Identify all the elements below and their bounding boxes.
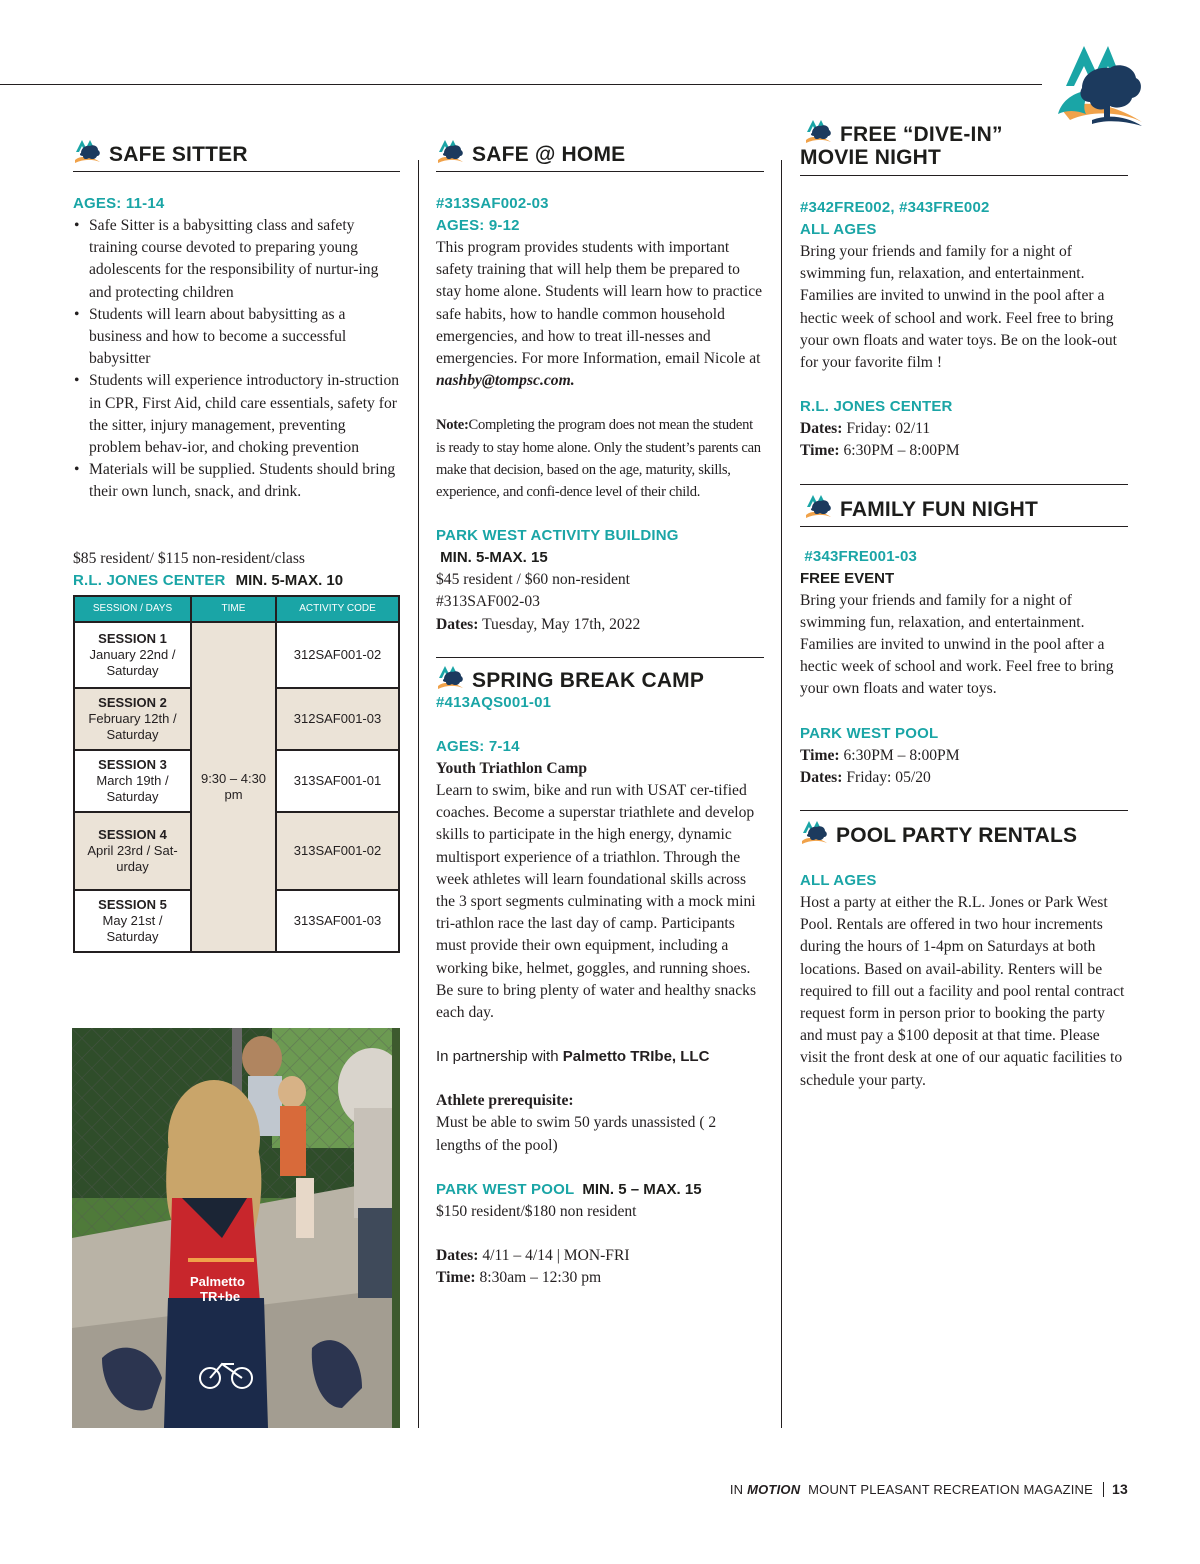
- column-divider: [781, 160, 782, 1428]
- price-text: $85 resident/ $115 non-resident/class: [73, 549, 305, 567]
- activity-code-label: #413AQS001-01: [436, 693, 552, 711]
- section-title: POOL PARTY RENTALS: [836, 824, 1078, 848]
- activity-code-cell: 313SAF001-03: [276, 890, 399, 952]
- ages-label: ALL AGES: [800, 872, 877, 890]
- column-divider: [418, 160, 419, 1428]
- section-header: [800, 118, 1128, 176]
- table-header: ACTIVITY CODE: [276, 596, 399, 622]
- activity-code-cell: 313SAF001-02: [276, 812, 399, 890]
- tree-logo-icon: [804, 118, 832, 146]
- note-text: Note:Completing the program does not mean the student is ready to stay home alone. Only the student’s parents can make that decision, based on the age, maturity, skills, experience, and confi-dence level of their child.: [436, 417, 761, 501]
- description-text: Learn to swim, bike and run with USAT cer-tified coaches. Become a superstar triathlete and develop skills to participate in the high energy, dynamic multisport experience of a triathlon. Through the week athletes will learn foundational skills across the 3 sport segments culminating with a mock mini tri-athlon race the last day of camp. Participants must provide their own equipment, including a working bike, helmet, goggles, and running shoes. Be sure to bring plenty of water and healthy snacks each day.: [436, 782, 757, 1022]
- session-cell: SESSION 2 February 12th / Saturday: [74, 688, 191, 750]
- description-text: Bring your friends and family for a night of swimming fun, relaxation, and entertainment. Families are invited to unwind in the pool after a hectic week of school and work. Feel free to bring your own floats and water toys. Be on the look-out for your favorite film !: [800, 243, 1118, 372]
- dates-text: Dates: Friday: 02/11: [800, 420, 931, 438]
- table-header: TIME: [191, 596, 276, 622]
- tree-logo-icon: [804, 493, 832, 521]
- safe-at-home-section: [436, 110, 764, 1290]
- ages-label: AGES: 9-12: [436, 217, 520, 234]
- tree-logo-icon: [436, 138, 464, 166]
- dates-text: Dates: 4/11 – 4/14 | MON-FRI: [436, 1247, 630, 1265]
- table-header: SESSION / DAYS: [74, 596, 191, 622]
- section-title: FREE “DIVE-IN”: [840, 123, 1003, 146]
- bullet-list: [73, 215, 400, 504]
- footer-prefix: IN: [729, 1482, 744, 1497]
- dates-text: Dates: Friday: 05/20: [800, 768, 931, 786]
- section-title: SPRING BREAK CAMP: [472, 668, 705, 692]
- session-cell: SESSION 1 January 22nd / Saturday: [74, 622, 191, 688]
- activity-code-cell: 313SAF001-01: [276, 750, 399, 812]
- tree-logo-icon: [800, 819, 828, 847]
- description-text: Host a party at either the R.L. Jones or Park West Pool. Rentals are offered in two hour increments during the hours of 1-4pm on Saturdays at both locations. Based on avail-ability. Renters will be required to fill out a facility and pool rental contract request form in person prior to booking the party and must pay a $100 deposit at that time. Please visit the front desk at one of our aquatic facilities to schedule your party.: [800, 894, 1125, 1089]
- safe-sitter-section: [73, 110, 400, 953]
- tree-logo-icon: [436, 664, 464, 692]
- location-label: R.L. JONES CENTER: [73, 571, 226, 589]
- prerequisite-text: Must be able to swim 50 yards unassisted ( 2 lengths of the pool): [436, 1114, 717, 1154]
- activity-code-cell: 312SAF001-02: [276, 622, 399, 688]
- section-header: [800, 810, 1128, 852]
- section-title: SAFE SITTER: [109, 143, 248, 166]
- list-item: • Materials will be supplied. Students should bring their own lunch, snack, and drink.: [73, 459, 400, 503]
- ages-label: AGES: 11-14: [73, 195, 165, 212]
- section-header: [436, 657, 764, 692]
- email-link[interactable]: nashby@tompsc.com.: [436, 372, 575, 390]
- session-cell: SESSION 4 April 23rd / Sat-urday: [74, 812, 191, 890]
- shirt-text: Palmetto: [190, 1274, 245, 1289]
- list-item: • Safe Sitter is a babysitting class and safety training course devoted to preparing young adolescents for the responsibility of nurtur-ing and protecting children: [73, 215, 400, 304]
- page-footer: [730, 1481, 1128, 1497]
- subtitle-text: Youth Triathlon Camp: [436, 759, 588, 777]
- dive-in-section: [800, 110, 1128, 1092]
- activity-code-label: #342FRE002, #343FRE002: [800, 199, 990, 216]
- sessions-table: [73, 595, 400, 953]
- session-cell: SESSION 5 May 21st / Saturday: [74, 890, 191, 952]
- triathlon-kids-photo: [72, 1028, 400, 1428]
- min-max-label: MIN. 5 – MAX. 15: [582, 1180, 702, 1198]
- session-cell: SESSION 3 March 19th / Saturday: [74, 750, 191, 812]
- tree-logo-icon: [73, 138, 101, 166]
- location-label: PARK WEST ACTIVITY BUILDING: [436, 527, 679, 545]
- section-header: [800, 484, 1128, 527]
- event-label: FREE EVENT: [800, 569, 895, 587]
- ages-label: AGES: 7-14: [436, 737, 520, 755]
- price-text: $45 resident / $60 non-resident: [436, 571, 631, 589]
- list-item: • Students will experience introductory in-struction in CPR, First Aid, child care essentials, safety for the sitter, injury management, preventing problem behav-ior, and choking prevention: [73, 370, 400, 459]
- price-text: $150 resident/$180 non resident: [436, 1202, 637, 1220]
- time-text: Time: 8:30am – 12:30 pm: [436, 1269, 602, 1287]
- ages-label: ALL AGES: [800, 221, 877, 238]
- footer-divider: [1103, 1482, 1104, 1497]
- section-header: [73, 138, 400, 172]
- partner-text: In partnership with Palmetto TRIbe, LLC: [436, 1048, 710, 1066]
- section-title: SAFE @ HOME: [472, 143, 626, 166]
- footer-brand: MOTION: [747, 1482, 801, 1497]
- activity-code-text: #313SAF002-03: [436, 593, 540, 611]
- activity-code-label: #313SAF002-03: [436, 195, 549, 212]
- description-text: Bring your friends and family for a night of swimming fun, relaxation, and entertainment. Families are invited to unwind in the pool after a hectic week of school and work. Feel free to bring your own floats and water toys.: [800, 591, 1114, 698]
- page-number: 13: [1112, 1481, 1128, 1497]
- location-label: PARK WEST POOL: [800, 724, 939, 742]
- description-text: This program provides students with important safety training that will help them be prepared to stay home alone. Students will learn how to practice safe habits, how to handle common household emergencies, and how to treat ill-nesses and emergencies. For more Information, email Nicole at nashby@tompsc.com.: [436, 239, 763, 390]
- prerequisite-label: Athlete prerequisite:: [436, 1092, 574, 1110]
- footer-magazine: MOUNT PLEASANT RECREATION MAGAZINE: [808, 1482, 1094, 1497]
- activity-code-cell: 312SAF001-03: [276, 688, 399, 750]
- list-item: • Students will learn about babysitting as a business and how to become a successful babysitter: [73, 304, 400, 371]
- section-title: MOVIE NIGHT: [800, 146, 942, 169]
- location-label: PARK WEST POOL: [436, 1180, 575, 1198]
- time-cell: 9:30 – 4:30 pm: [191, 622, 276, 952]
- min-max-label: MIN. 5-MAX. 15: [436, 549, 548, 567]
- section-header: [436, 138, 764, 172]
- min-max-label: MIN. 5-MAX. 10: [235, 571, 344, 589]
- time-text: Time: 6:30PM – 8:00PM: [800, 442, 960, 460]
- time-text: Time: 6:30PM – 8:00PM: [800, 746, 960, 764]
- dates-text: Dates: Tuesday, May 17th, 2022: [436, 615, 641, 633]
- activity-code-label: #343FRE001-03: [800, 547, 918, 565]
- table-row: [74, 622, 399, 688]
- section-title: FAMILY FUN NIGHT: [840, 497, 1039, 521]
- location-label: R.L. JONES CENTER: [800, 398, 953, 416]
- shirt-text: TR+be: [200, 1289, 241, 1304]
- header-rule: [0, 84, 1042, 85]
